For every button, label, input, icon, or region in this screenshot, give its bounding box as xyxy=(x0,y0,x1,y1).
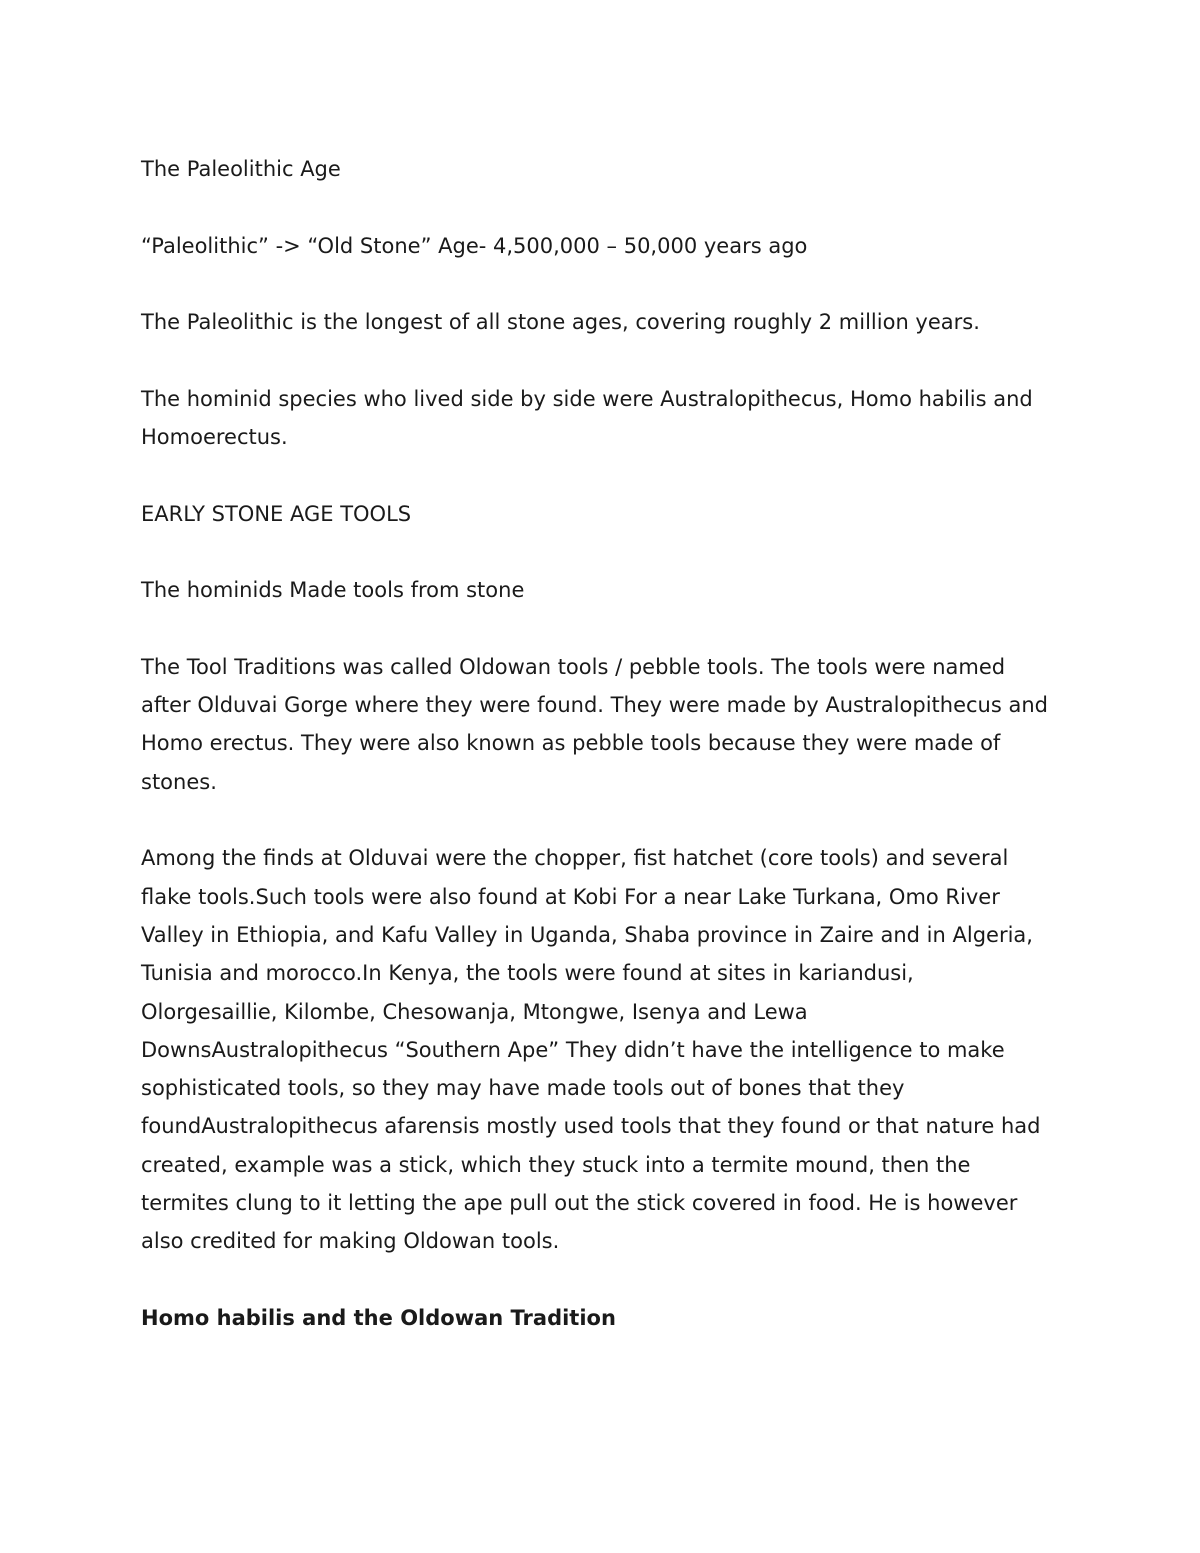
paragraph-hominid-species: The hominid species who lived side by side were Australopithecus, Homo habilis and Homoerectus. xyxy=(141,386,1033,450)
section-heading-homo-habilis: Homo habilis and the Oldowan Tradition xyxy=(141,1305,616,1330)
paragraph-tools-from-stone: The hominids Made tools from stone xyxy=(141,578,525,603)
paragraph-date-range: “Paleolithic” -> “Old Stone” Age- 4,500,000 – 50,000 years ago xyxy=(141,233,808,258)
paragraph-longest-age: The Paleolithic is the longest of all stone ages, covering roughly 2 million years. xyxy=(141,310,980,335)
paragraph-oldowan-tools: The Tool Traditions was called Oldowan tools / pebble tools. The tools were named after Olduvai Gorge where they were found. They were made by Australopithecus and Homo erectus. They were also known as pebble tools because they were made of stones. xyxy=(141,654,1048,794)
document-body xyxy=(141,150,1056,1337)
page-title: The Paleolithic Age xyxy=(141,157,341,181)
section-heading-early-tools: EARLY STONE AGE TOOLS xyxy=(141,501,412,526)
paragraph-olduvai-finds: Among the finds at Olduvai were the chopper, fist hatchet (core tools) and several flake tools.Such tools were also found at Kobi For a near Lake Turkana, Omo River Valley in Ethiopia, and Kafu Valley in Uganda, Shaba province in Zaire and in Algeria, Tunisia and morocco.In Kenya, the tools were found at sites in kariandusi, Olorgesaillie, Kilombe, Chesowanja, Mtongwe, Isenya and Lewa DownsAustralopithecus “Southern Ape” They didn’t have the intelligence to make sophisticated tools, so they may have made tools out of bones that they foundAustralopithecus afarensis mostly used tools that they found or that nature had created, example was a stick, which they stuck into a termite mound, then the termites clung to it letting the ape pull out the stick covered in food. He is however also credited for making Oldowan tools. xyxy=(141,846,1041,1254)
